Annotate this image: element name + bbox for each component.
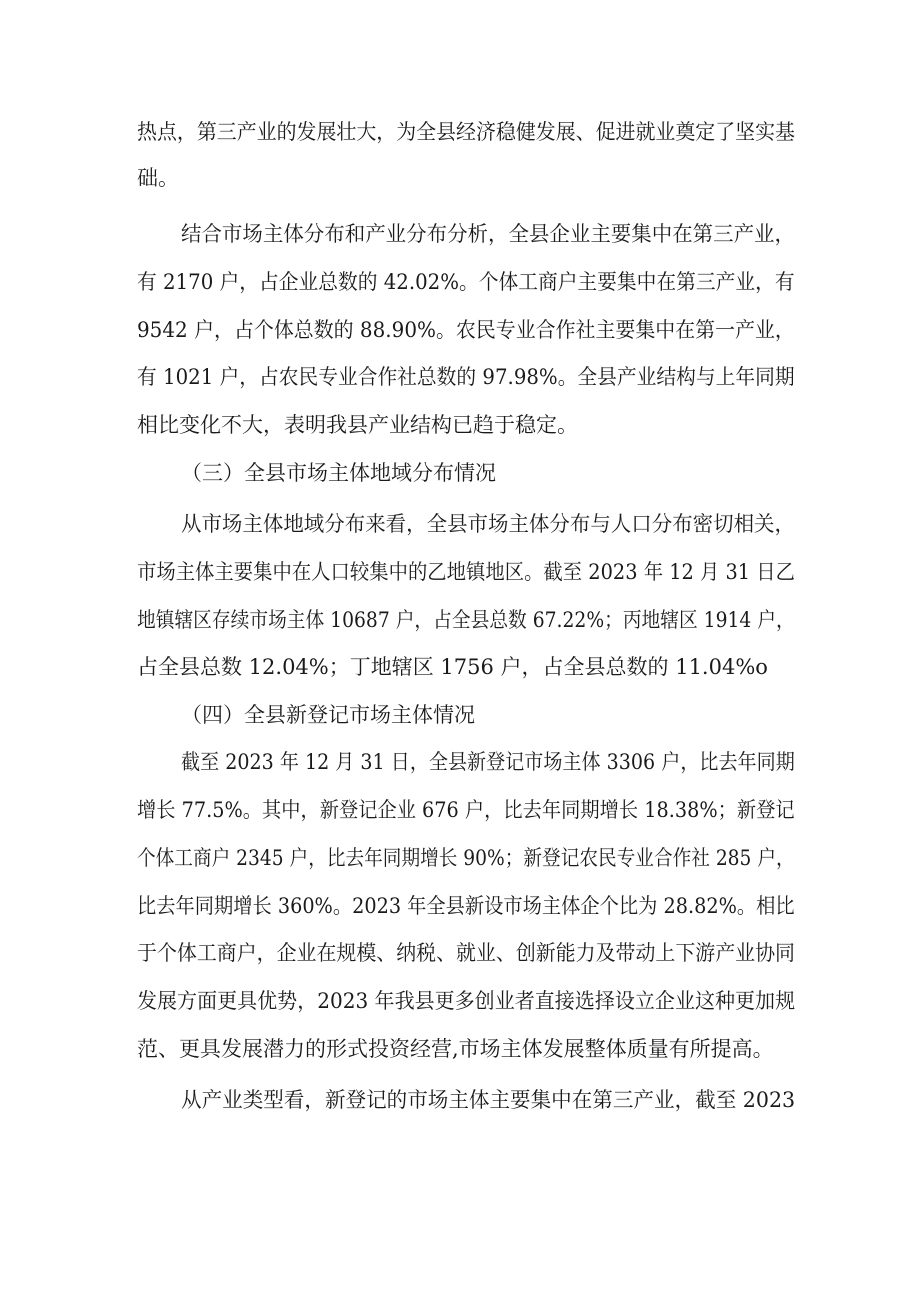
section-heading: （三）全县市场主体地域分布情况	[181, 461, 496, 485]
text-line: 增长 77.5%。其中，新登记企业 676 户，比去年同期增长 18.38%；新登记	[137, 798, 795, 822]
text-line: 相比变化不大，表明我县产业结构已趋于稳定。	[137, 413, 578, 437]
section-heading: （四）全县新登记市场主体情况	[181, 703, 475, 727]
text-line: 于个体工商户，企业在规模、纳税、就业、创新能力及带动上下游产业协同	[137, 941, 796, 965]
text-line: 有 2170 户，占企业总数的 42.02%。个体工商户主要集中在第三产业，有	[137, 270, 795, 294]
text-line: 发展方面更具优势，2023 年我县更多创业者直接选择设立企业这种更加规	[137, 989, 796, 1013]
text-line: 比去年同期增长 360%。2023 年全县新设市场主体企个比为 28.82%。相比	[137, 894, 795, 918]
text-line: 础。	[137, 166, 179, 190]
text-line: 地镇辖区存续市场主体 10687 户，占全县总数 67.22%；丙地辖区 1914 户，	[137, 608, 795, 632]
text-line: 市场主体主要集中在人口较集中的乙地镇地区。截至 2023 年 12 月 31 日乙	[137, 560, 795, 584]
paragraph-first-line: 从产业类型看，新登记的市场主体主要集中在第三产业，截至 2023	[181, 1088, 796, 1112]
paragraph-first-line: 结合市场主体分布和产业分布分析，全县企业主要集中在第三产业，	[181, 222, 795, 246]
paragraph-first-line: 从市场主体地域分布来看，全县市场主体分布与人口分布密切相关，	[181, 512, 795, 536]
text-line: 有 1021 户，占农民专业合作社总数的 97.98%。全县产业结构与上年同期	[137, 365, 795, 389]
text-line: 9542 户，占个体总数的 88.90%。农民专业合作社主要集中在第一产业，	[137, 318, 795, 342]
text-line: 个体工商户 2345 户，比去年同期增长 90%；新登记农民专业合作社 285 户，	[137, 846, 795, 870]
paragraph-first-line: 截至 2023 年 12 月 31 日，全县新登记市场主体 3306 户，比去年同期	[181, 750, 795, 774]
text-line: 热点，第三产业的发展壮大，为全县经济稳健发展、促进就业奠定了坚实基	[137, 120, 796, 144]
text-line: 范、更具发展潜力的形式投资经营,市场主体发展整体质量有所提高。	[137, 1037, 774, 1061]
text-line: 占全县总数 12.04%；丁地辖区 1756 户，占全县总数的 11.04%o	[137, 655, 768, 679]
